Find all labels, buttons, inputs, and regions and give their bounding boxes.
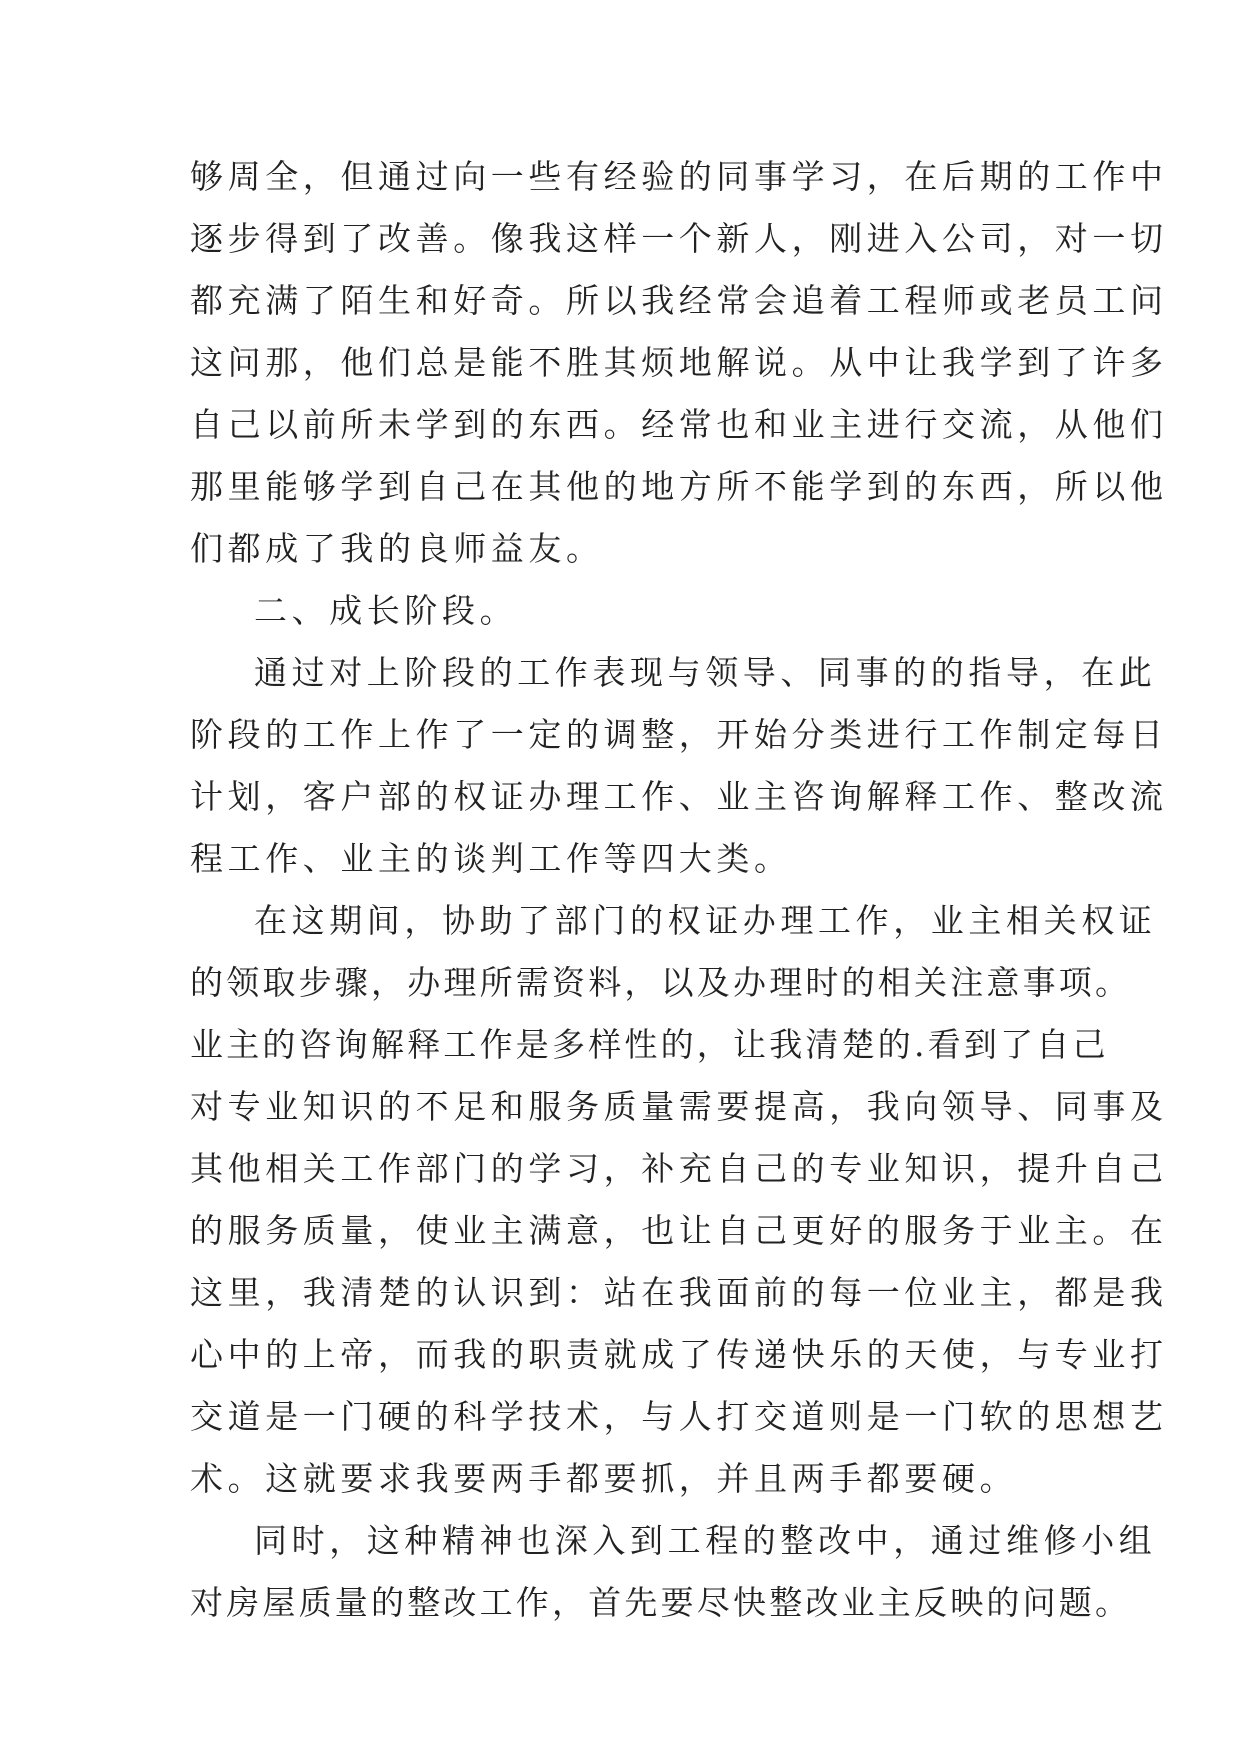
text-line: 们都成了我的良师益友。 [190,529,604,568]
text-line: 阶段的工作上作了一定的调整，开始分类进行工作制定每日 [190,715,1168,754]
text-line: 同时，这种精神也深入到工程的整改中，通过维修小组 [254,1521,1157,1560]
text-line: 心中的上帝，而我的职责就成了传递快乐的天使，与专业打 [190,1335,1168,1374]
text-line: 程工作、业主的谈判工作等四大类。 [190,839,792,878]
text-line: 逐步得到了改善。像我这样一个新人，刚进入公司，对一切 [190,219,1168,258]
text-line: 都充满了陌生和好奇。所以我经常会追着工程师或老员工问 [190,281,1168,320]
text-line: 计划，客户部的权证办理工作、业主咨询解释工作、整改流 [190,777,1168,816]
text-line: 业主的咨询解释工作是多样性的，让我清楚的.看到了自己 [190,1025,1109,1064]
text-line: 的领取步骤，办理所需资料，以及办理时的相关注意事项。 [190,963,1132,1002]
text-line: 通过对上阶段的工作表现与领导、同事的的指导，在此 [254,653,1157,692]
text-line: 自己以前所未学到的东西。经常也和业主进行交流，从他们 [190,405,1168,444]
text-line: 其他相关工作部门的学习，补充自己的专业知识，提升自己 [190,1149,1168,1188]
text-line: 在这期间，协助了部门的权证办理工作，业主相关权证 [254,901,1157,940]
text-line: 这问那，他们总是能不胜其烦地解说。从中让我学到了许多 [190,343,1168,382]
text-line: 对专业知识的不足和服务质量需要提高，我向领导、同事及 [190,1087,1168,1126]
section-heading: 二、成长阶段。 [254,591,518,630]
text-line: 术。这就要求我要两手都要抓，并且两手都要硬。 [190,1459,1018,1498]
text-line: 那里能够学到自己在其他的地方所不能学到的东西，所以他 [190,467,1168,506]
text-line: 的服务质量，使业主满意，也让自己更好的服务于业主。在 [190,1211,1168,1250]
text-line: 对房屋质量的整改工作，首先要尽快整改业主反映的问题。 [190,1583,1132,1622]
text-line: 这里，我清楚的认识到：站在我面前的每一位业主，都是我 [190,1273,1168,1312]
text-line: 够周全，但通过向一些有经验的同事学习，在后期的工作中 [190,157,1168,196]
text-line: 交道是一门硬的科学技术，与人打交道则是一门软的思想艺 [190,1397,1168,1436]
body-text [190,146,1168,1634]
